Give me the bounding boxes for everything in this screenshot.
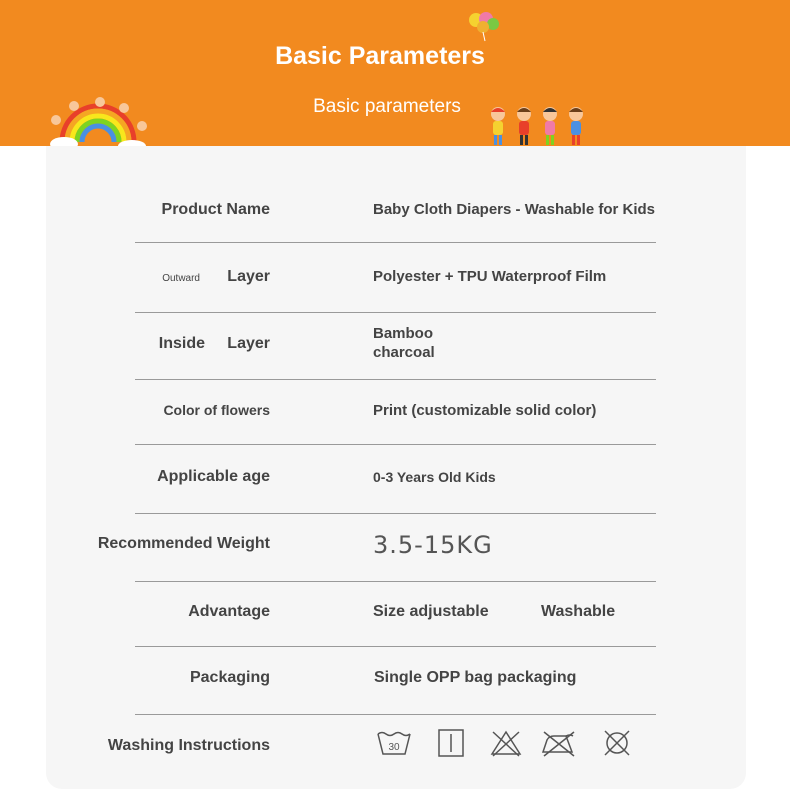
- param-value: Print (customizable solid color): [373, 402, 597, 419]
- param-label: Layer: [227, 268, 270, 285]
- do-not-iron-icon: [540, 728, 578, 758]
- balloons-icon: [466, 10, 504, 42]
- row-divider: [135, 646, 656, 647]
- param-value: Washable: [541, 603, 616, 620]
- row-divider: [135, 581, 656, 582]
- do-not-bleach-icon: [489, 728, 523, 758]
- param-label: Advantage: [188, 603, 270, 620]
- param-value: Single OPP bag packaging: [374, 669, 577, 686]
- param-value: 0-3 Years Old Kids: [373, 469, 496, 485]
- param-value: Baby Cloth Diapers - Washable for Kids: [373, 201, 655, 218]
- param-value: Size adjustable: [373, 603, 489, 620]
- row-divider: [135, 312, 656, 313]
- wash-temp-label: 30: [388, 742, 400, 753]
- param-label: Packaging: [189, 669, 270, 686]
- param-label: Color of flowers: [163, 402, 270, 418]
- wash-30-icon: [375, 728, 413, 758]
- page-subtitle: Basic parameters: [313, 96, 461, 117]
- header-banner: [0, 0, 790, 146]
- row-divider: [135, 444, 656, 445]
- do-not-dry-clean-icon: [602, 728, 632, 758]
- param-label: Applicable age: [157, 468, 270, 485]
- param-value: charcoal: [373, 344, 435, 361]
- param-value: 3.5-15KG: [373, 531, 493, 559]
- param-label: Washing Instructions: [107, 737, 270, 754]
- page-title: Basic Parameters: [275, 42, 485, 70]
- row-divider: [135, 513, 656, 514]
- param-label-small: Outward: [162, 273, 200, 284]
- row-divider: [135, 714, 656, 715]
- row-divider: [135, 242, 656, 243]
- param-label: Layer: [227, 335, 270, 352]
- param-value: Polyester + TPU Waterproof Film: [373, 268, 607, 285]
- param-label: Recommended Weight: [97, 535, 270, 552]
- param-value: Bamboo: [373, 325, 433, 342]
- tumble-dry-line-icon: [437, 728, 465, 758]
- parameters-card: [46, 146, 746, 789]
- kids-group-icon: [486, 104, 590, 146]
- param-label: Product Name: [161, 201, 270, 218]
- param-label: Inside: [158, 335, 205, 352]
- row-divider: [135, 379, 656, 380]
